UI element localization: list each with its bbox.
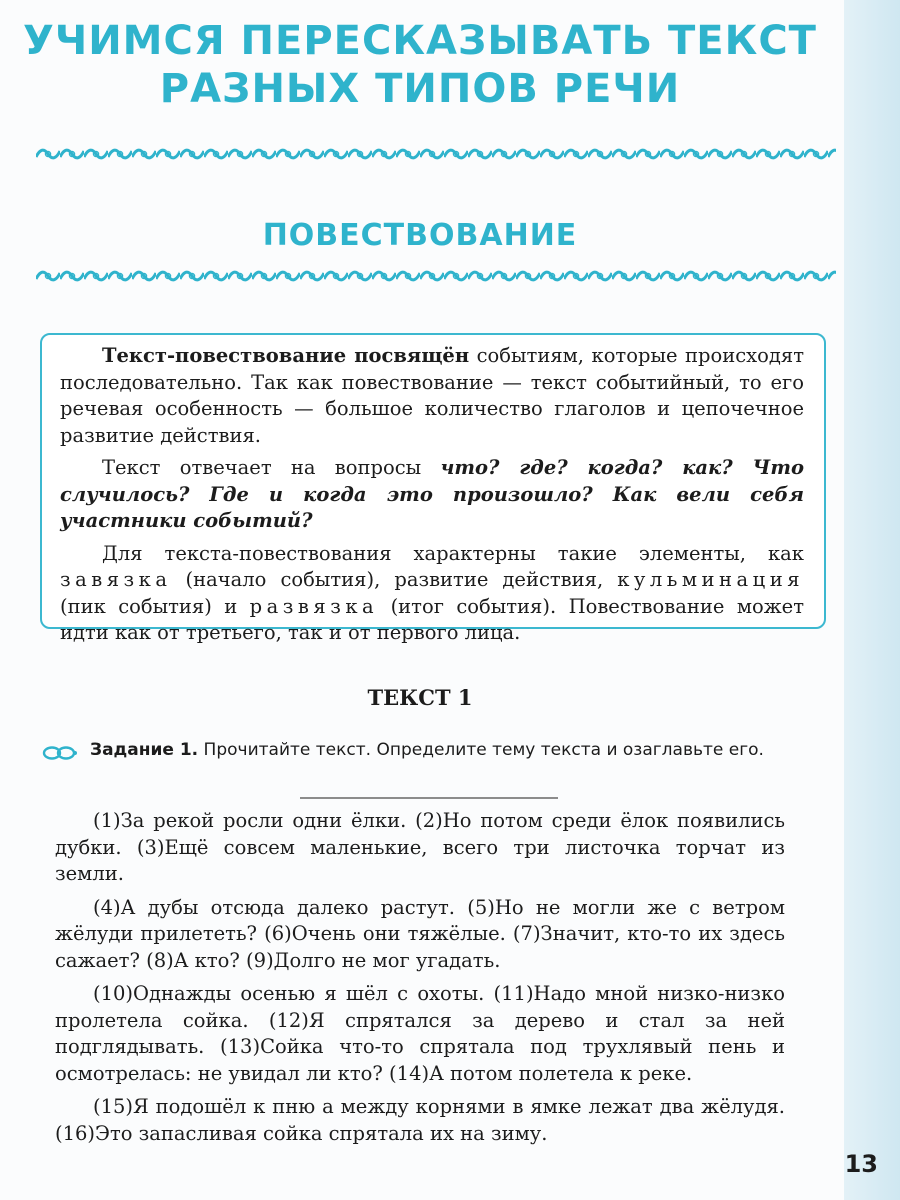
theory-questions: что? где? когда? как? Что случилось? Где и когда это произошло? Как вели себя участники событий? [60, 456, 804, 532]
task-text: Прочитайте текст. Определите тему текста и озаглавьте его. [198, 740, 764, 760]
text-paragraph: (10)Однажды осенью я шёл с охоты. (11)Надо мной низко-низко пролетела сойка. (12)Я спрятался за дерево и стал за ней подглядывать. (13)Сойка что-то спрятала под трухлявый пень и осмотрелась: не увидал ли кто? (14)А потом полетела к реке. [55, 982, 785, 1085]
text-paragraph: (1)За рекой росли одни ёлки. (2)Но потом среди ёлок появились дубки. (3)Ещё совсем маленькие, всего три листочка торчат из земли. [55, 809, 785, 885]
text-heading: ТЕКСТ 1 [367, 685, 473, 710]
theory-p3-text-d: (итог события). Повествование может идти как от третьего, так и от первого лица. [60, 594, 804, 644]
page-title-line2: РАЗНЫХ ТИПОВ РЕЧИ [159, 66, 681, 112]
title-answer-line [300, 797, 558, 799]
theory-p1-text: событиям, которые происходят последовательно. Так как повествование — текст событийный, то его речевая особенность — большое количество глаголов и цепочечное развитие действия. [60, 344, 804, 447]
theory-paragraph-2 [60, 455, 804, 535]
text-paragraph: (15)Я подошёл к пню а между корнями в ямке лежат два жёлудя. (16)Это запасливая сойка спрятала их на зиму. [55, 1095, 785, 1145]
section-title: ПОВЕСТВОВАНИЕ [262, 218, 578, 253]
term-zavyazka: завязка [60, 568, 172, 591]
theory-term-bold: Текст-повествование посвящён [102, 344, 470, 367]
page-edge-decoration [844, 0, 900, 1200]
chain-link-icon [42, 744, 78, 762]
theory-p3-text-c: (пик события) и [60, 594, 250, 618]
reading-text [55, 808, 785, 1154]
theory-p2-text: Текст отвечает на вопросы [102, 456, 441, 479]
theory-p3-text-a: Для текста-повествования характерны такие элементы, как [102, 541, 804, 565]
theory-paragraph-3 [60, 541, 804, 647]
page-title-line1: УЧИМСЯ ПЕРЕСКАЗЫВАТЬ ТЕКСТ [23, 18, 817, 64]
task-label: Задание 1. [90, 740, 199, 760]
ornament-divider-bottom [36, 265, 836, 287]
task-instruction [90, 738, 764, 762]
page-number: 13 [844, 1150, 878, 1178]
text-paragraph: (4)А дубы отсюда далеко растут. (5)Но не могли же с ветром жёлуди прилететь? (6)Очень они тяжёлые. (7)Значит, кто-то их здесь сажает? (8)А кто? (9)Долго не мог угадать. [55, 895, 785, 972]
task-row [42, 738, 802, 768]
term-kulminaciya: кульминация [617, 568, 804, 591]
term-razvyazka: развязка [249, 594, 379, 618]
ornament-divider-top [36, 143, 836, 165]
theory-paragraph-1 [60, 343, 804, 449]
theory-p3-text-b: (начало события), развитие действия, [171, 568, 618, 591]
theory-box [40, 333, 826, 644]
